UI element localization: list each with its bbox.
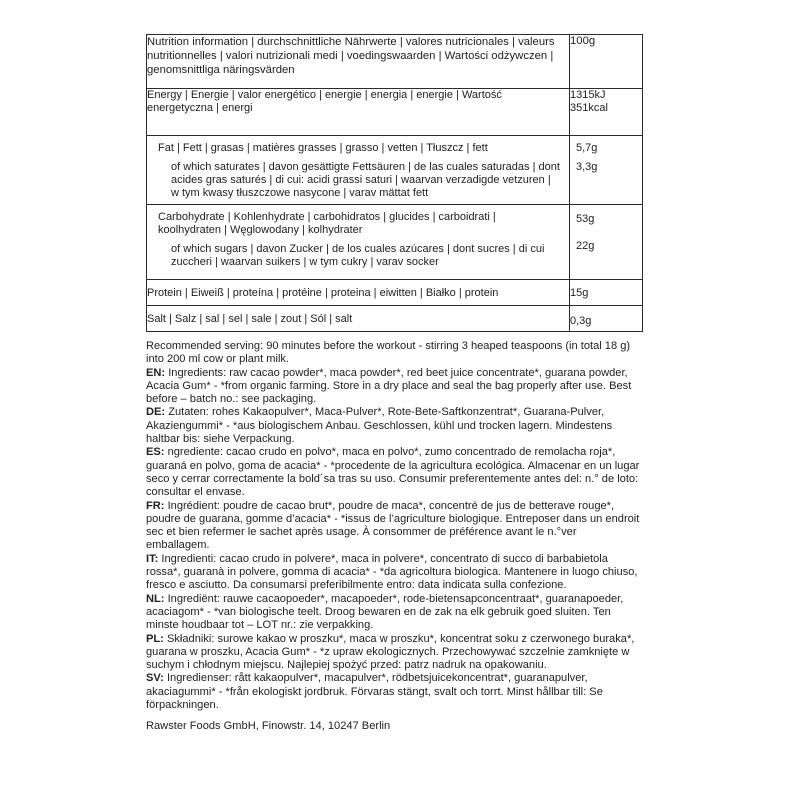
- saturates-label: of which saturates | davon gesättigte Fettsäuren | de las cuales saturadas | dont acides gras saturés | di cui: acidi grassi saturi | waarvan verzadigde vetzuren | w tym kwasy tłuszczowe nasycone | varav mättat fett: [171, 161, 560, 199]
- company-address: Rawster Foods GmbH, Finowstr. 14, 10247 Berlin: [146, 720, 391, 733]
- lang-code: EN:: [146, 366, 166, 379]
- protein-value: 15g: [570, 280, 643, 306]
- fat-label-cell: [147, 136, 570, 205]
- energy-label: Energy | Energie | valor energético | energie | energia | energie | Wartość energetyczna | energi: [147, 89, 570, 136]
- nutrition-table: [146, 34, 643, 332]
- lang-code: DE:: [146, 406, 166, 419]
- ingredients-text: Ingrediënt: rauwe cacaopoeder*, macapoeder*, rode-bietensapconcentraat*, guaranapoeder, acaciagom* - *van biologische teelt. Droog bewaren en de zak na elk gebruik goed sluiten. Ten minste houdbaar tot – LOT nr.: zie verpakking.: [146, 592, 624, 632]
- fat-value-cell: [570, 136, 643, 205]
- carbohydrate-value: 53g: [576, 213, 595, 225]
- saturates-value: 3,3g: [576, 161, 598, 173]
- salt-row: [147, 306, 643, 332]
- energy-kcal: 351kcal: [570, 102, 608, 114]
- salt-label: Salt | Salz | sal | sel | sale | zout | Sól | salt: [147, 306, 570, 332]
- fat-label: Fat | Fett | grasas | matières grasses | grasso | vetten | Tłuszcz | fett: [158, 142, 488, 154]
- ingredients-sv: [146, 672, 642, 712]
- energy-value: [570, 89, 643, 136]
- energy-row: [147, 89, 643, 136]
- lang-code: ES:: [146, 446, 165, 459]
- table-header-row: [147, 35, 643, 89]
- energy-kj: 1315kJ: [570, 89, 606, 101]
- carbohydrate-label-cell: [147, 205, 570, 280]
- lang-code: SV:: [146, 672, 164, 685]
- protein-row: [147, 280, 643, 306]
- header-label: Nutrition information | durchschnittliche Nährwerte | valores nutricionales | valeurs nutritionnelles | valori nutrizionali medi | voedingswaarden | Wartości odżywczen | genomsnittliga näringsvärden: [147, 35, 570, 89]
- ingredients-en: [146, 367, 642, 407]
- protein-label: Protein | Eiweiß | proteína | protéine | proteina | eiwitten | Białko | protein: [147, 280, 570, 306]
- lang-code: NL:: [146, 592, 165, 605]
- label-text: [146, 340, 642, 734]
- ingredients-pl: [146, 633, 642, 673]
- ingredients-text: ngrediente: cacao crudo en polvo*, maca en polvo*, zumo concentrado de remolacha roja*, guaraná en polvo, goma de acacia* - *procedente de la agricultura ecológica. Almacenar en un lugar seco y cerrar correctamente la bold´sa tras su uso. Consumir preferentemente antes del: n.° de loto: consultar el envase.: [146, 446, 640, 499]
- fat-row: [147, 136, 643, 205]
- ingredients-de: [146, 406, 642, 446]
- ingredients-text: Ingredients: raw cacao powder*, maca powder*, red beet juice concentrate*, guarana powder, Acacia Gum* - *from organic farming. Store in a dry place and seal the bag properly after use. Best before – batch no.: see packaging.: [146, 366, 632, 406]
- nutrition-label: [146, 34, 642, 332]
- ingredients-text: Zutaten: rohes Kakaopulver*, Maca-Pulver*, Rote-Bete-Saftkonzentrat*, Guarana-Pulver, Akaziengummi* - *aus biologischem Anbau. Geschlossen, kühl und trocken lagern. Mindestens haltbar bis: siehe Verpackung.: [146, 406, 613, 446]
- ingredients-nl: [146, 593, 642, 633]
- ingredients-it: [146, 553, 642, 593]
- ingredients-text: Ingredienser: rått kakaopulver*, macapulver*, rödbetsjuicekoncentrat*, guaranapulver, akaciagummi* - *från ekologiskt jordbruk. Förvaras stängt, svalt och torrt. Minst hållbar till: Se förpackningen.: [146, 672, 603, 712]
- sugars-label: of which sugars | davon Zucker | de los cuales azúcares | dont sucres | di cui zuccheri | waarvan suikers | w tym cukry | varav socker: [171, 243, 545, 268]
- header-value: 100g: [570, 35, 643, 89]
- ingredients-text: Ingredienti: cacao crudo in polvere*, maca in polvere*, concentrato di succo di barbabietola rossa*, guaranà in polvere, gomma di acacia* - *da agricoltura biologica. Mantenere in luogo chiuso, fresco e asciutto. Da consumarsi preferibilmente entro: data indicata sulla confezione.: [146, 552, 638, 592]
- carbohydrate-label: Carbohydrate | Kohlenhydrate | carbohidratos | glucides | carboidrati | koolhydraten | Węglowodany | kolhydrater: [158, 211, 496, 236]
- fat-value: 5,7g: [576, 142, 598, 154]
- carbohydrate-value-cell: [570, 205, 643, 280]
- ingredients-text: Ingrédient: poudre de cacao brut*, poudre de maca*, concentré de jus de betterave rouge*, poudre de guarana, gomme d’acacia* - *issus de l’agriculture biologique. Entreposer dans un endroit sec et bien refermer le sachet après usage. À consommer de préférence avant le n.°ver emballagem.: [146, 499, 640, 552]
- carbohydrate-row: [147, 205, 643, 280]
- lang-code: IT:: [146, 552, 159, 565]
- sugars-value: 22g: [576, 240, 595, 252]
- ingredients-text: Składniki: surowe kakao w proszku*, maca w proszku*, koncentrat soku z czerwonego buraka*, guarana w proszku, Acacia Gum* - *z upraw ekologicznych. Przechowywać szczelnie zamknięte w suchym i chłodnym miejscu. Najlepiej spożyć przed: patrz nadruk na opakowaniu.: [146, 632, 635, 672]
- lang-code: PL:: [146, 632, 164, 645]
- serving-text: Recommended serving: 90 minutes before the workout - stirring 3 heaped teaspoons (in total 18 g) into 200 ml cow or plant milk.: [146, 340, 631, 366]
- ingredients-fr: [146, 500, 642, 553]
- ingredients-es: [146, 446, 642, 499]
- salt-value: 0,3g: [570, 306, 643, 332]
- lang-code: FR:: [146, 499, 165, 512]
